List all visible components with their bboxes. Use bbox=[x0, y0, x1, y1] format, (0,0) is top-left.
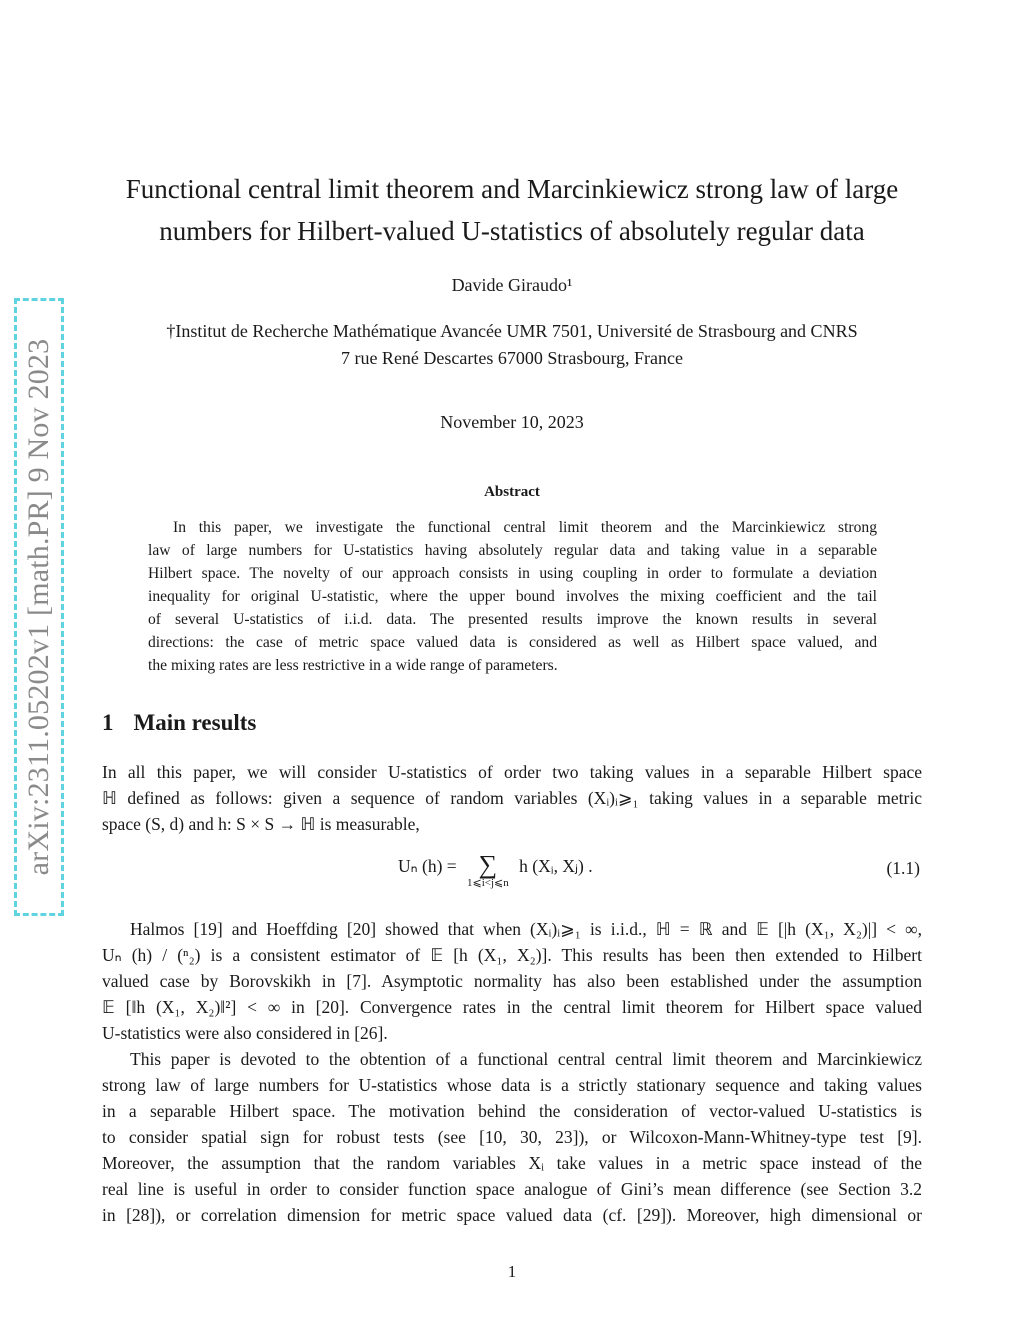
paragraph-line: ℍ defined as follows: given a sequence of random variables (Xᵢ)ᵢ⩾₁ taking values in a separable metric bbox=[102, 788, 922, 808]
paragraph-line: U-statistics were also considered in [26]. bbox=[102, 1023, 388, 1043]
paper-date: November 10, 2023 bbox=[440, 412, 584, 432]
paragraph-line: Moreover, the assumption that the random variables Xᵢ take values in a metric space instead of the bbox=[102, 1153, 922, 1173]
title-line-1: Functional central limit theorem and Marcinkiewicz strong law of large bbox=[125, 174, 899, 204]
paragraph-3 bbox=[102, 1046, 922, 1228]
paragraph-line: Uₙ (h) / (ⁿ₂) is a consistent estimator of 𝔼 [h (X₁, X₂)]. This results has been then extended to Hilbert bbox=[102, 945, 922, 965]
paragraph-line: This paper is devoted to the obtention of a functional central central limit theorem and Marcinkiewicz bbox=[130, 1049, 922, 1069]
summation bbox=[467, 850, 509, 889]
paragraph-line: valued case by Borovskikh in [7]. Asymptotic normality has also been established under the assumption bbox=[102, 971, 922, 991]
intro-paragraph bbox=[102, 759, 922, 837]
equation-rhs: h (Xᵢ, Xⱼ) . bbox=[519, 856, 593, 876]
sum-index: 1⩽i<j⩽n bbox=[467, 877, 509, 889]
paragraph-line: 𝔼 [‖h (X₁, X₂)‖²] < ∞ in [20]. Convergence rates in the central limit theorem for Hilbert space valued bbox=[102, 997, 922, 1017]
affiliation-line-2: 7 rue René Descartes 67000 Strasbourg, France bbox=[340, 348, 684, 368]
section-number: 1 bbox=[102, 710, 114, 735]
section-heading bbox=[102, 710, 256, 736]
arxiv-identifier: arXiv:2311.05202v1 [math.PR] 9 Nov 2023 bbox=[22, 338, 55, 876]
abstract-line: In this paper, we investigate the functional central limit theorem and the Marcinkiewicz strong bbox=[173, 519, 877, 536]
abstract-line: the mixing rates are less restrictive in a wide range of parameters. bbox=[148, 657, 558, 674]
abstract-line: inequality for original U-statistic, where the upper bound involves the mixing coefficient and the tail bbox=[148, 588, 877, 605]
paragraph-line: Halmos [19] and Hoeffding [20] showed that when (Xᵢ)ᵢ⩾₁ is i.i.d., ℍ = ℝ and 𝔼 [|h (X₁, X₂)|] < ∞, bbox=[130, 919, 922, 939]
abstract-body bbox=[148, 516, 877, 677]
paragraph-line: In all this paper, we will consider U-statistics of order two taking values in a separable Hilbert space bbox=[102, 762, 922, 782]
paragraph-line: real line is useful in order to consider function space analogue of Gini’s mean difference (see Section 3.2 bbox=[102, 1179, 922, 1199]
paragraph-line: in a separable Hilbert space. The motivation behind the consideration of vector-valued U-statistics is bbox=[102, 1101, 922, 1121]
sigma-symbol: ∑ bbox=[478, 850, 498, 879]
abstract-heading: Abstract bbox=[484, 484, 540, 500]
equation-body bbox=[398, 850, 593, 889]
author-name: Davide Giraudo¹ bbox=[451, 275, 573, 295]
paper-title bbox=[100, 168, 924, 252]
paragraph-line: to consider spatial sign for robust tests (see [10, 30, 23]), or Wilcoxon-Mann-Whitney-type test [9]. bbox=[102, 1127, 922, 1147]
affiliation-line-1: †Institut de Recherche Mathématique Avancée UMR 7501, Université de Strasbourg and CNRS bbox=[166, 321, 858, 341]
page-number: 1 bbox=[507, 1262, 517, 1281]
abstract-line: law of large numbers for U-statistics having absolutely regular data and taking value in a separable bbox=[148, 542, 877, 559]
title-line-2: numbers for Hilbert-valued U-statistics of absolutely regular data bbox=[159, 216, 865, 246]
paragraph-line: in [28]), or correlation dimension for metric space valued data (cf. [29]). Moreover, high dimensional or bbox=[102, 1205, 922, 1225]
paragraph-line: space (S, d) and h: S × S → ℍ is measurable, bbox=[102, 814, 420, 834]
arxiv-side-stamp bbox=[14, 298, 64, 916]
abstract-line: Hilbert space. The novelty of our approach consists in using coupling in order to formulate a deviation bbox=[148, 565, 877, 582]
equation-lhs: Uₙ (h) = bbox=[398, 856, 457, 876]
paragraph-2 bbox=[102, 916, 922, 1046]
paragraph-line: strong law of large numbers for U-statistics whose data is a strictly stationary sequence and taking values bbox=[102, 1075, 922, 1095]
equation-number: (1.1) bbox=[886, 858, 920, 878]
section-title: Main results bbox=[133, 710, 257, 735]
abstract-line: directions: the case of metric space valued data is considered as well as Hilbert space valued, and bbox=[148, 634, 877, 651]
equation-1-1 bbox=[102, 848, 922, 898]
abstract-line: of several U-statistics of i.i.d. data. The presented results improve the known results in several bbox=[148, 611, 877, 628]
